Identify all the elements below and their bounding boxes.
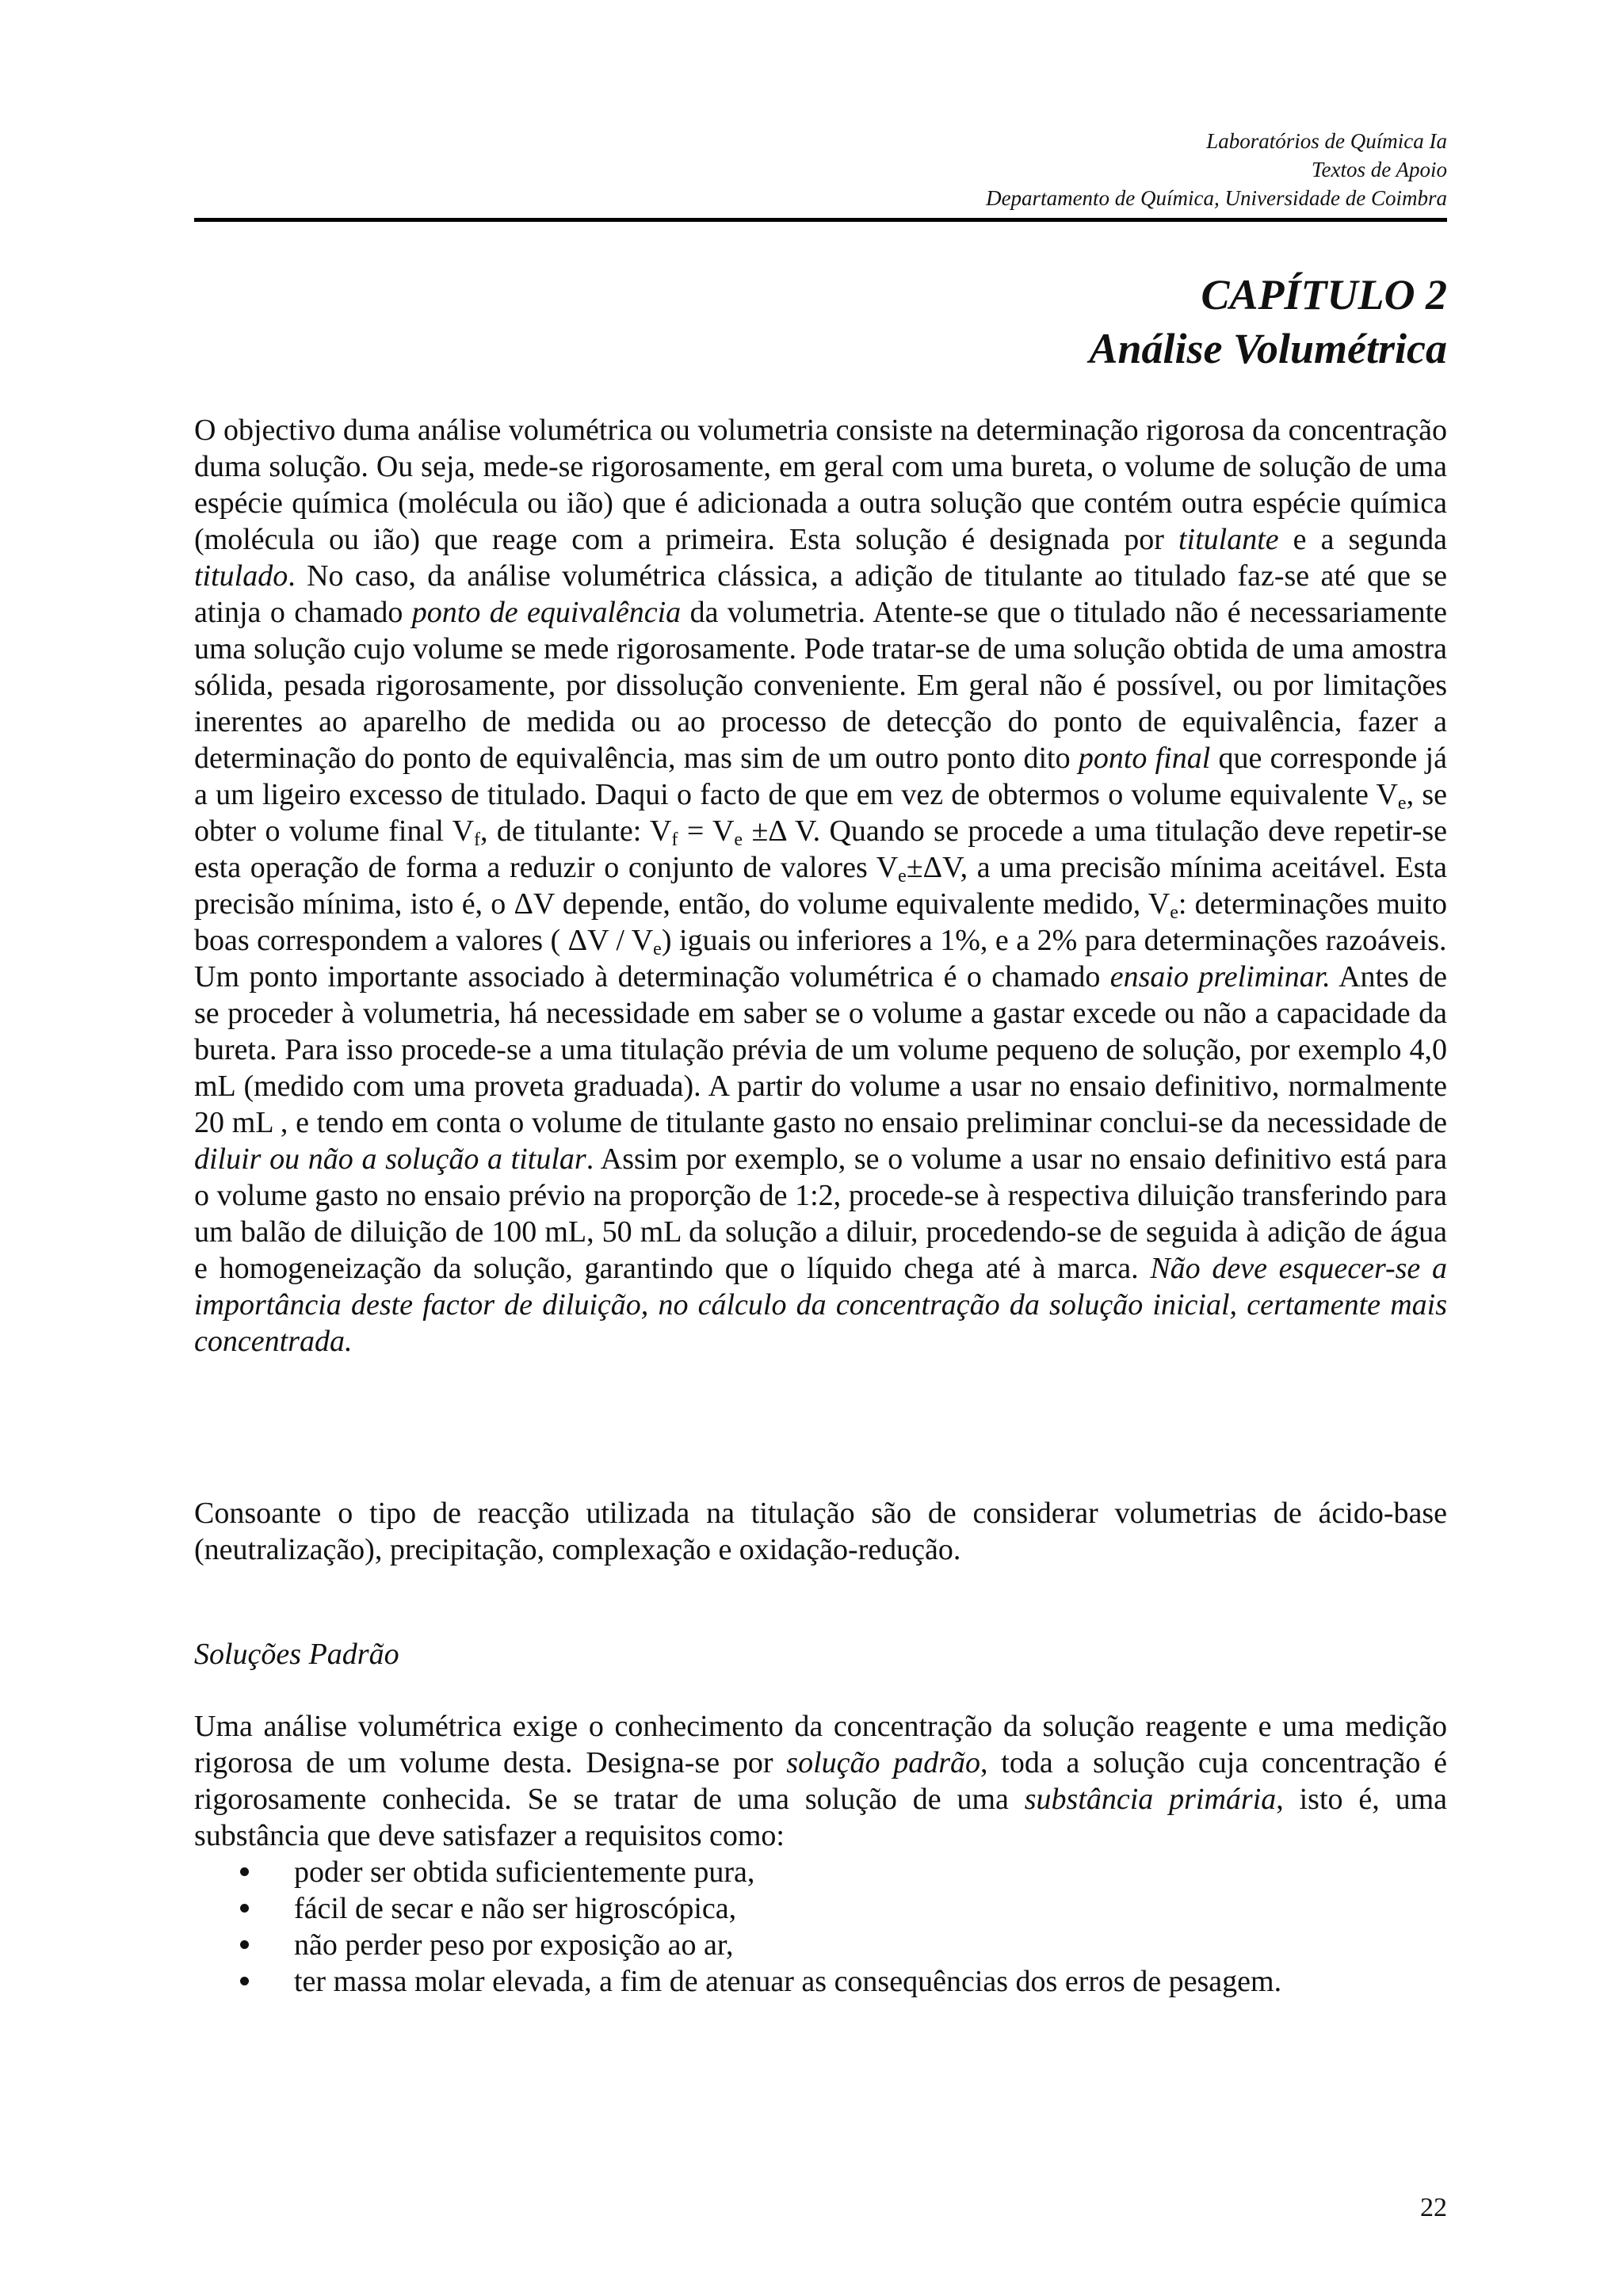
text-run: Antes de se proceder à volumetria, há necessidade em saber se o volume a gastar excede ou não a capacidade da bureta. Para isso procede-se a uma titulação prévia de um volume pequeno de solução, por exemplo 4,0 mL (medido com uma proveta graduada). A partir do volume a usar no ensaio definitivo, normalmente 20 mL , e tendo em conta o volume de titulante gasto no ensaio preliminar conclui-se da necessidade de <box>194 960 1447 1139</box>
bullet-icon <box>240 1940 249 1949</box>
header-divider <box>194 218 1447 222</box>
list-item <box>194 1854 1447 1890</box>
section-heading: Soluções Padrão <box>194 1638 399 1671</box>
text-run: da volumetria. Atente-se que o titulado não é necessariamente uma solução cujo volume se mede rigorosamente. Pode tratar-se de uma solução obtida de uma amostra sólida, pesada rigorosamente, por dissolução conveniente. Em geral não é possível, ou por limitações inerentes ao aparelho de medida ou ao processo de detecção do ponto de equivalência, fazer a determinação do ponto de equivalência, mas sim de um outro ponto dito <box>194 596 1448 775</box>
subscript-f: f <box>474 830 481 850</box>
chapter-title: Análise Volumétrica <box>1089 325 1447 372</box>
subscript-e: e <box>653 939 662 959</box>
term-diluir: diluir ou não a solução a titular <box>194 1142 586 1176</box>
text-run: ) iguais ou inferiores a 1%, e a 2% para determinações razoáveis. <box>661 924 1447 957</box>
text-run: e a segunda <box>1278 523 1447 556</box>
running-header <box>986 127 1447 212</box>
term-titulante: titulante <box>1178 523 1279 556</box>
bullet-icon <box>240 1867 249 1876</box>
types-section <box>194 1495 1447 1568</box>
text-run: , toda a solução cuja concentração é rigorosamente conhecida. Se se tratar de uma solução de uma <box>194 1746 1448 1816</box>
list-item <box>194 1963 1447 2000</box>
term-ponto-final: ponto final <box>1078 742 1211 775</box>
solucoes-paragraph <box>194 1708 1447 1854</box>
list-item-text: não perder peso por exposição ao ar, <box>294 1928 734 1962</box>
emphasis-note: Não deve esquecer-se a importância deste factor de diluição, no cálculo da concentração da solução inicial, certamente mais concentrada. <box>194 1252 1447 1358</box>
text-run: . Assim por exemplo, se o volume a usar no ensaio definitivo está para o volume gasto no ensaio prévio na proporção de 1:2, procede-se à respectiva diluição transferindo para um balão de diluição de 100 mL, 50 mL da solução a diluir, procedendo-se de seguida à adição de água e homogeneização da solução, garantindo que o líquido chega até à marca. <box>194 1142 1447 1285</box>
chapter-heading <box>1089 268 1447 376</box>
text-run: O objectivo duma análise volumétrica ou volumetria consiste na determinação rigorosa da concentração duma solução. Ou seja, mede-se rigorosamente, em geral com uma bureta, o volume de solução de uma espécie química (molécula ou ião) que é adicionada a outra solução que contém outra espécie química (molécula ou ião) que reage com a primeira. Esta solução é designada por <box>194 414 1447 556</box>
header-subtitle: Textos de Apoio <box>1311 158 1447 181</box>
term-ponto-equivalencia: ponto de equivalência <box>411 596 682 629</box>
page-number: 22 <box>1420 2193 1447 2222</box>
bullet-icon <box>240 1977 249 1985</box>
text-run: ±ΔV, a uma precisão mínima aceitável. Esta precisão mínima, isto é, o ΔV depende, então, do volume equivalente medido, V <box>194 851 1447 921</box>
text-run: , de titulante: V <box>480 814 672 848</box>
chapter-number: CAPÍTULO 2 <box>1201 271 1447 318</box>
term-solucao-padrao: solução padrão <box>786 1746 981 1779</box>
text-run: Um ponto importante associado à determinação volumétrica é o chamado <box>194 960 1110 994</box>
subscript-e: e <box>734 830 743 850</box>
subscript-e: e <box>1170 902 1178 923</box>
solucoes-section <box>194 1708 1447 2000</box>
intro-section <box>194 412 1447 1360</box>
requirements-list <box>194 1854 1447 2000</box>
text-run: Uma análise volumétrica exige o conhecimento da concentração da solução reagente e uma medição rigorosa de um volume desta. Designa-se por <box>194 1710 1447 1779</box>
list-item-text: ter massa molar elevada, a fim de atenuar as consequências dos erros de pesagem. <box>294 1965 1282 1998</box>
term-ensaio-preliminar: ensaio preliminar. <box>1109 960 1331 994</box>
text-run: ±Δ V. Quando se procede a uma titulação deve repetir-se esta operação de forma a reduzir o conjunto de valores V <box>194 814 1448 884</box>
subscript-e: e <box>1397 793 1407 814</box>
list-item-text: fácil de secar e não ser higroscópica, <box>294 1892 737 1925</box>
subscript-f: f <box>671 830 678 850</box>
term-substancia-primaria: substância primária <box>1024 1783 1277 1816</box>
list-item-text: poder ser obtida suficientemente pura, <box>294 1855 755 1889</box>
bullet-icon <box>240 1904 249 1913</box>
types-paragraph: Consoante o tipo de reacção utilizada na titulação são de considerar volumetrias de ácido-base (neutralização), precipitação, complexação e oxidação-redução. <box>194 1497 1447 1566</box>
subscript-e: e <box>898 866 907 887</box>
list-item <box>194 1927 1447 1963</box>
text-run: : determinações muito boas correspondem a valores ( ΔV / V <box>194 887 1447 957</box>
header-course: Laboratórios de Química Ia <box>1206 129 1447 153</box>
text-run: que corresponde já a um ligeiro excesso de titulado. Daqui o facto de que em vez de obtermos o volume equivalente V <box>194 742 1447 811</box>
term-titulado: titulado <box>194 559 288 593</box>
text-run: . No caso, da análise volumétrica clássica, a adição de titulante ao titulado faz-se até que se atinja o chamado <box>194 559 1447 629</box>
list-item <box>194 1890 1447 1927</box>
text-run: = V <box>678 814 735 848</box>
text-run: , se obter o volume final V <box>194 778 1447 848</box>
ensaio-paragraph <box>194 959 1447 1360</box>
header-department: Departamento de Química, Universidade de Coimbra <box>986 186 1447 210</box>
intro-paragraph <box>194 412 1447 959</box>
text-run: , isto é, uma substância que deve satisfazer a requisitos como: <box>194 1783 1447 1852</box>
